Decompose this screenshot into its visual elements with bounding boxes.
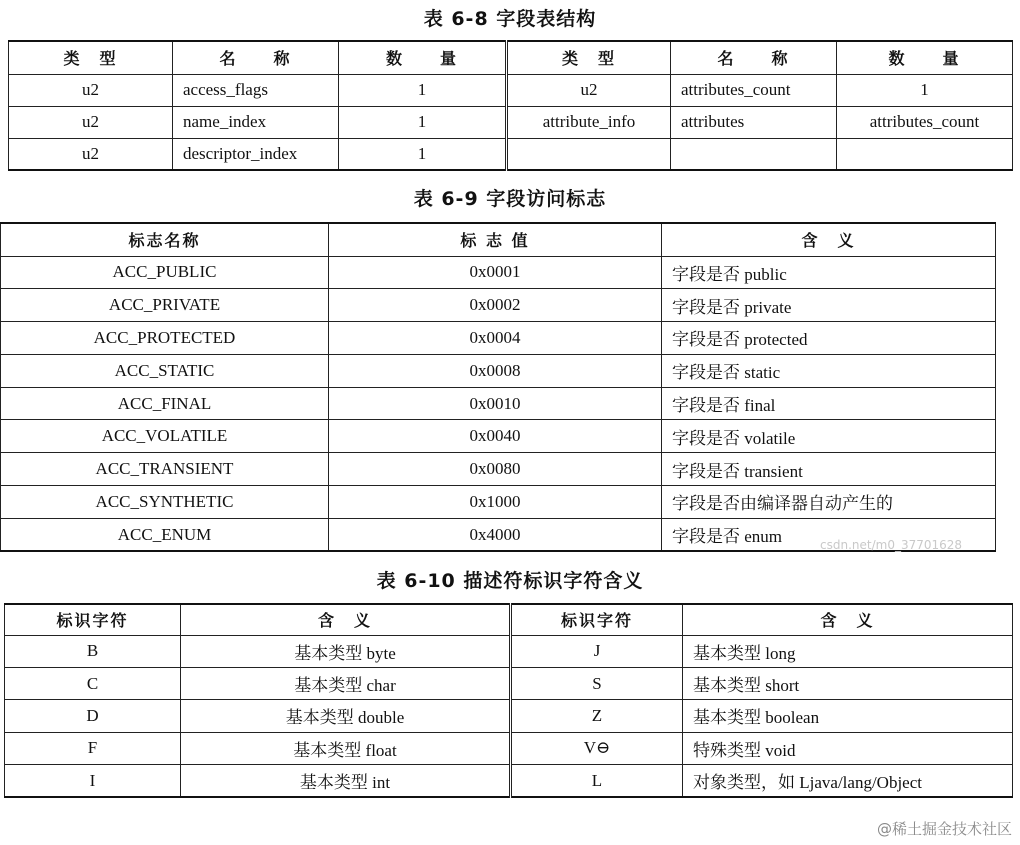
table-row bbox=[1, 387, 996, 420]
table-cell bbox=[671, 138, 837, 170]
table-cell: 0x0001 bbox=[329, 256, 662, 289]
table-cell: 字段是否 final bbox=[662, 387, 996, 420]
table-cell: 1 bbox=[339, 106, 507, 138]
table-cell: attribute_info bbox=[507, 106, 671, 138]
table-row bbox=[5, 700, 1013, 732]
table-cell: 0x0004 bbox=[329, 322, 662, 355]
table-row bbox=[1, 322, 996, 355]
table-cell: 1 bbox=[837, 74, 1013, 106]
faint-watermark: csdn.net/m0_37701628 bbox=[820, 538, 963, 552]
table-cell: ACC_PUBLIC bbox=[1, 256, 329, 289]
column-header: 标志名称 bbox=[1, 223, 329, 256]
header-row bbox=[1, 223, 996, 256]
table-cell: 字段是否 private bbox=[662, 289, 996, 322]
table-row bbox=[5, 667, 1013, 699]
table-cell: 0x0040 bbox=[329, 420, 662, 453]
header-row bbox=[9, 41, 1013, 74]
table-cell: ACC_ENUM bbox=[1, 518, 329, 551]
table-row bbox=[1, 486, 996, 519]
table-cell: 基本类型 double bbox=[181, 700, 511, 732]
descriptor-char-table bbox=[4, 603, 1013, 798]
table-row bbox=[1, 256, 996, 289]
table-row bbox=[5, 732, 1013, 764]
table-row bbox=[9, 74, 1013, 106]
table-cell: ACC_FINAL bbox=[1, 387, 329, 420]
table-row bbox=[1, 453, 996, 486]
column-header: 含 义 bbox=[683, 604, 1013, 635]
table-cell: ACC_TRANSIENT bbox=[1, 453, 329, 486]
table-cell: 基本类型 float bbox=[181, 732, 511, 764]
table-6-10-caption: 表 6-10 描述符标识字符含义 bbox=[376, 570, 644, 592]
column-header: 标识字符 bbox=[511, 604, 683, 635]
table-cell: Z bbox=[511, 700, 683, 732]
table-cell: J bbox=[511, 635, 683, 667]
table-row bbox=[5, 765, 1013, 797]
table-cell: 0x0002 bbox=[329, 289, 662, 322]
column-header: 含 义 bbox=[662, 223, 996, 256]
table-row bbox=[9, 138, 1013, 170]
table-cell: 基本类型 int bbox=[181, 765, 511, 797]
table-cell: B bbox=[5, 635, 181, 667]
table-cell: L bbox=[511, 765, 683, 797]
column-header: 名 称 bbox=[173, 41, 339, 74]
field-table-structure bbox=[8, 40, 1013, 171]
table-cell: 对象类型，如 Ljava/lang/Object bbox=[683, 765, 1013, 797]
table-cell: 1 bbox=[339, 138, 507, 170]
table-cell: F bbox=[5, 732, 181, 764]
table-cell: ACC_PRIVATE bbox=[1, 289, 329, 322]
table-cell: 基本类型 boolean bbox=[683, 700, 1013, 732]
table-cell bbox=[507, 138, 671, 170]
table-cell: 0x0008 bbox=[329, 354, 662, 387]
header-row bbox=[5, 604, 1013, 635]
table-cell: 字段是否 transient bbox=[662, 453, 996, 486]
column-header: 类 型 bbox=[507, 41, 671, 74]
table-cell: 1 bbox=[339, 74, 507, 106]
table-cell: 基本类型 char bbox=[181, 667, 511, 699]
table-6-9-caption: 表 6-9 字段访问标志 bbox=[413, 188, 607, 210]
table-cell: attributes bbox=[671, 106, 837, 138]
table-cell: 0x0010 bbox=[329, 387, 662, 420]
table-cell: V⊖ bbox=[511, 732, 683, 764]
table-cell: ACC_PROTECTED bbox=[1, 322, 329, 355]
table-6-8-caption: 表 6-8 字段表结构 bbox=[423, 8, 597, 30]
table-cell: 0x0080 bbox=[329, 453, 662, 486]
table-cell: 字段是否 protected bbox=[662, 322, 996, 355]
table-cell: u2 bbox=[9, 74, 173, 106]
column-header: 数 量 bbox=[837, 41, 1013, 74]
table-cell: D bbox=[5, 700, 181, 732]
table-cell: 字段是否由编译器自动产生的 bbox=[662, 486, 996, 519]
table-cell: ACC_VOLATILE bbox=[1, 420, 329, 453]
table-cell: u2 bbox=[507, 74, 671, 106]
column-header: 含 义 bbox=[181, 604, 511, 635]
column-header: 名 称 bbox=[671, 41, 837, 74]
table-cell bbox=[837, 138, 1013, 170]
column-header: 类 型 bbox=[9, 41, 173, 74]
table-cell: 字段是否 static bbox=[662, 354, 996, 387]
table-cell: 0x4000 bbox=[329, 518, 662, 551]
field-access-flags-table bbox=[0, 222, 996, 552]
column-header: 数 量 bbox=[339, 41, 507, 74]
table-cell: 字段是否 public bbox=[662, 256, 996, 289]
table-row bbox=[1, 289, 996, 322]
table-cell: S bbox=[511, 667, 683, 699]
site-watermark: @稀土掘金技术社区 bbox=[876, 820, 1012, 838]
table-cell: 基本类型 byte bbox=[181, 635, 511, 667]
table-cell: I bbox=[5, 765, 181, 797]
table-cell: 字段是否 enum bbox=[662, 518, 996, 551]
table-row bbox=[1, 354, 996, 387]
table-cell: 特殊类型 void bbox=[683, 732, 1013, 764]
table-cell: 基本类型 short bbox=[683, 667, 1013, 699]
table-cell: descriptor_index bbox=[173, 138, 339, 170]
table-cell: u2 bbox=[9, 106, 173, 138]
table-cell: 0x1000 bbox=[329, 486, 662, 519]
table-cell: name_index bbox=[173, 106, 339, 138]
table-cell: attributes_count bbox=[671, 74, 837, 106]
table-cell: 基本类型 long bbox=[683, 635, 1013, 667]
column-header: 标识字符 bbox=[5, 604, 181, 635]
column-header: 标 志 值 bbox=[329, 223, 662, 256]
table-cell: u2 bbox=[9, 138, 173, 170]
table-row bbox=[1, 420, 996, 453]
table-cell: ACC_STATIC bbox=[1, 354, 329, 387]
table-cell: attributes_count bbox=[837, 106, 1013, 138]
table-row bbox=[5, 635, 1013, 667]
table-cell: access_flags bbox=[173, 74, 339, 106]
table-cell: 字段是否 volatile bbox=[662, 420, 996, 453]
table-row bbox=[9, 106, 1013, 138]
table-cell: ACC_SYNTHETIC bbox=[1, 486, 329, 519]
table-cell: C bbox=[5, 667, 181, 699]
